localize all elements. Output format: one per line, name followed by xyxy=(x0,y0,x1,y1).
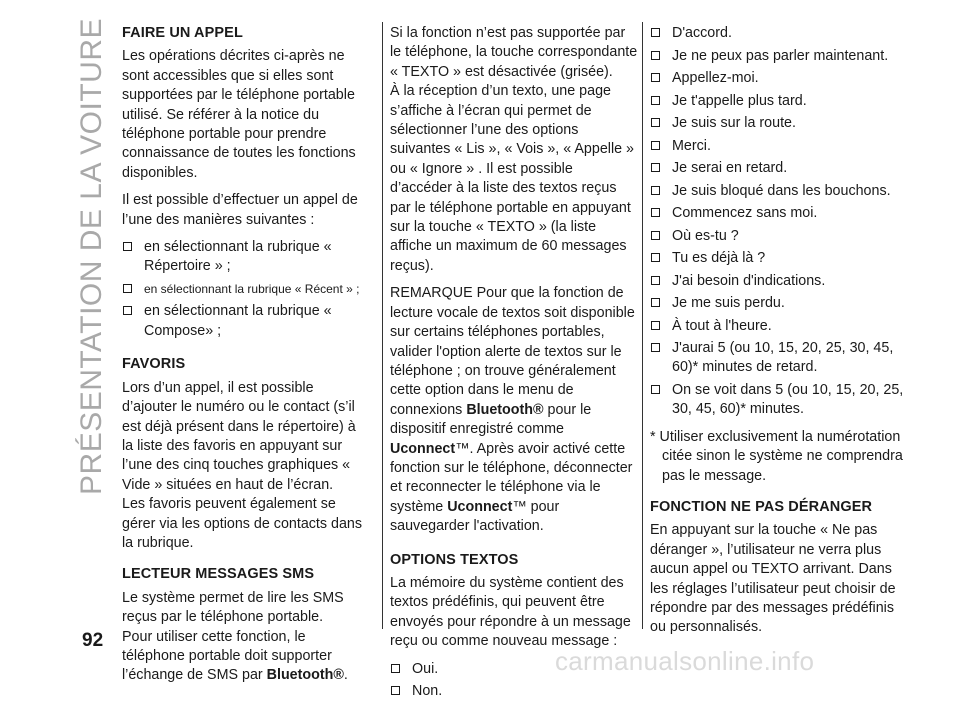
remark-paragraph xyxy=(390,284,638,536)
paragraph: À la réception d’un texto, une page s’affiche à l’écran qui permet de sélectionner l’une des options suivantes « Lis », « Vois », « Appelle » ou « Ignore » . Il est possible d’accéder à la liste des textos reçus par le téléphone portable en appuyant sur la touche « TEXTO » (la liste affiche un maximum de 60 messages reçus). xyxy=(390,83,635,274)
column-3 xyxy=(650,24,905,646)
list-item: Commencez sans moi. xyxy=(650,204,905,223)
text-run-bold: Uconnect xyxy=(390,440,456,457)
paragraph: Les opérations décrites ci-après ne sont accessibles que si elles sont supportées par le téléphone portable utilisé. Se référer à la notice du téléphone portable pour prendre connaissance de toutes les fonctions disponibles. xyxy=(122,48,356,181)
list-item: Je t'appelle plus tard. xyxy=(650,92,905,111)
list-item: J'aurai 5 (ou 10, 15, 20, 25, 30, 45, 60)* minutes de retard. xyxy=(650,339,905,378)
list-item: Je suis bloqué dans les bouchons. xyxy=(650,182,905,201)
list-item: en sélectionnant la rubrique « Répertoire » ; xyxy=(122,238,370,277)
text-run-bold: Bluetooth® xyxy=(466,401,544,418)
column-divider-1 xyxy=(382,22,383,629)
list-item: Je suis sur la route. xyxy=(650,114,905,133)
preset-texts-list-continued xyxy=(650,24,905,420)
call-methods-list xyxy=(122,238,370,341)
text-run: ™. Après avoir activé cette fonction sur le téléphone, déconnecter et reconnecter le téléphone via le système xyxy=(390,440,633,515)
text-run: Pour utiliser cette fonction, le téléphone portable doit supporter l’échange de SMS par xyxy=(122,628,332,684)
list-item: On se voit dans 5 (ou 10, 15, 20, 25, 30, 45, 60)* minutes. xyxy=(650,381,905,420)
column-2 xyxy=(390,24,638,710)
list-item: Non. xyxy=(390,682,638,701)
column-1 xyxy=(122,24,370,694)
heading-lecteur-messages-sms: LECTEUR MESSAGES SMS xyxy=(122,566,315,583)
section-side-title-text: PRÉSENTATION DE LA VOITURE xyxy=(75,18,108,495)
list-item: en sélectionnant la rubrique « Compose» ; xyxy=(122,302,370,341)
heading-options-textos: OPTIONS TEXTOS xyxy=(390,551,519,568)
heading-favoris: FAVORIS xyxy=(122,356,186,373)
list-item: Tu es déjà là ? xyxy=(650,249,905,268)
list-item: À tout à l'heure. xyxy=(650,317,905,336)
footnote: * Utiliser exclusivement la numérotation citée sinon le système ne comprendra pas le message. xyxy=(650,428,903,484)
list-item: Je me suis perdu. xyxy=(650,294,905,313)
paragraph: La mémoire du système contient des textos prédéfinis, qui peuvent être envoyés pour répondre à un message reçu ou comme nouveau message : xyxy=(390,574,631,650)
text-run: REMARQUE Pour que la fonction de lecture vocale de textos soit disponible sur certains téléphones portables, valider l'option alerte de textos sur le téléphone ; on trouve généralement cette option dans le menu de connexions xyxy=(390,285,635,418)
list-item: Où es-tu ? xyxy=(650,227,905,246)
text-run-bold: Bluetooth® xyxy=(266,667,344,684)
text-run-bold: Uconnect xyxy=(447,498,513,515)
watermark: carmanualsonline.info xyxy=(555,646,815,676)
section-side-title xyxy=(72,18,112,495)
paragraph: Si la fonction n’est pas supportée par le téléphone, la touche correspondante « TEXTO » est désactivée (grisée). xyxy=(390,25,638,80)
list-item: Je serai en retard. xyxy=(650,159,905,178)
text-run: . xyxy=(343,667,348,684)
text-run: pour le dispositif enregistré comme xyxy=(390,401,592,438)
list-item: Appellez-moi. xyxy=(650,69,905,88)
paragraph: En appuyant sur la touche « Ne pas déranger », l’utilisateur ne verra plus aucun appel ou TEXTO arrivant. Dans les réglages l’utilisateur peut choisir de répondre par des messages prédéfinis ou personnalisés. xyxy=(650,522,896,636)
page-number: 92 xyxy=(82,630,104,651)
list-item: D'accord. xyxy=(650,24,905,43)
paragraph: Il est possible d’effectuer un appel de l’une des manières suivantes : xyxy=(122,192,358,228)
heading-faire-un-appel: FAIRE UN APPEL xyxy=(122,25,243,41)
paragraph: Lors d’un appel, il est possible d’ajouter le numéro ou le contact (s’il est déjà présent dans le répertoire) à la liste des favoris en appuyant sur l’une des cinq touches graphiques « Vide » situées en haut de l’écran. xyxy=(122,379,356,493)
list-item: Merci. xyxy=(650,137,905,156)
paragraph: Le système permet de lire les SMS reçus par le téléphone portable. xyxy=(122,589,344,626)
list-item: en sélectionnant la rubrique « Récent » ; xyxy=(122,280,370,299)
heading-fonction-ne-pas-deranger: FONCTION NE PAS DÉRANGER xyxy=(650,498,873,515)
paragraph: Les favoris peuvent également se gérer via les options de contacts dans la rubrique. xyxy=(122,496,363,551)
list-item: Je ne peux pas parler maintenant. xyxy=(650,47,905,66)
text-run: ™ pour sauvegarder l'activation. xyxy=(390,498,560,535)
list-item: Oui. xyxy=(390,660,638,679)
paragraph xyxy=(122,628,370,686)
list-item: J'ai besoin d'indications. xyxy=(650,272,905,291)
column-divider-2 xyxy=(642,22,643,629)
